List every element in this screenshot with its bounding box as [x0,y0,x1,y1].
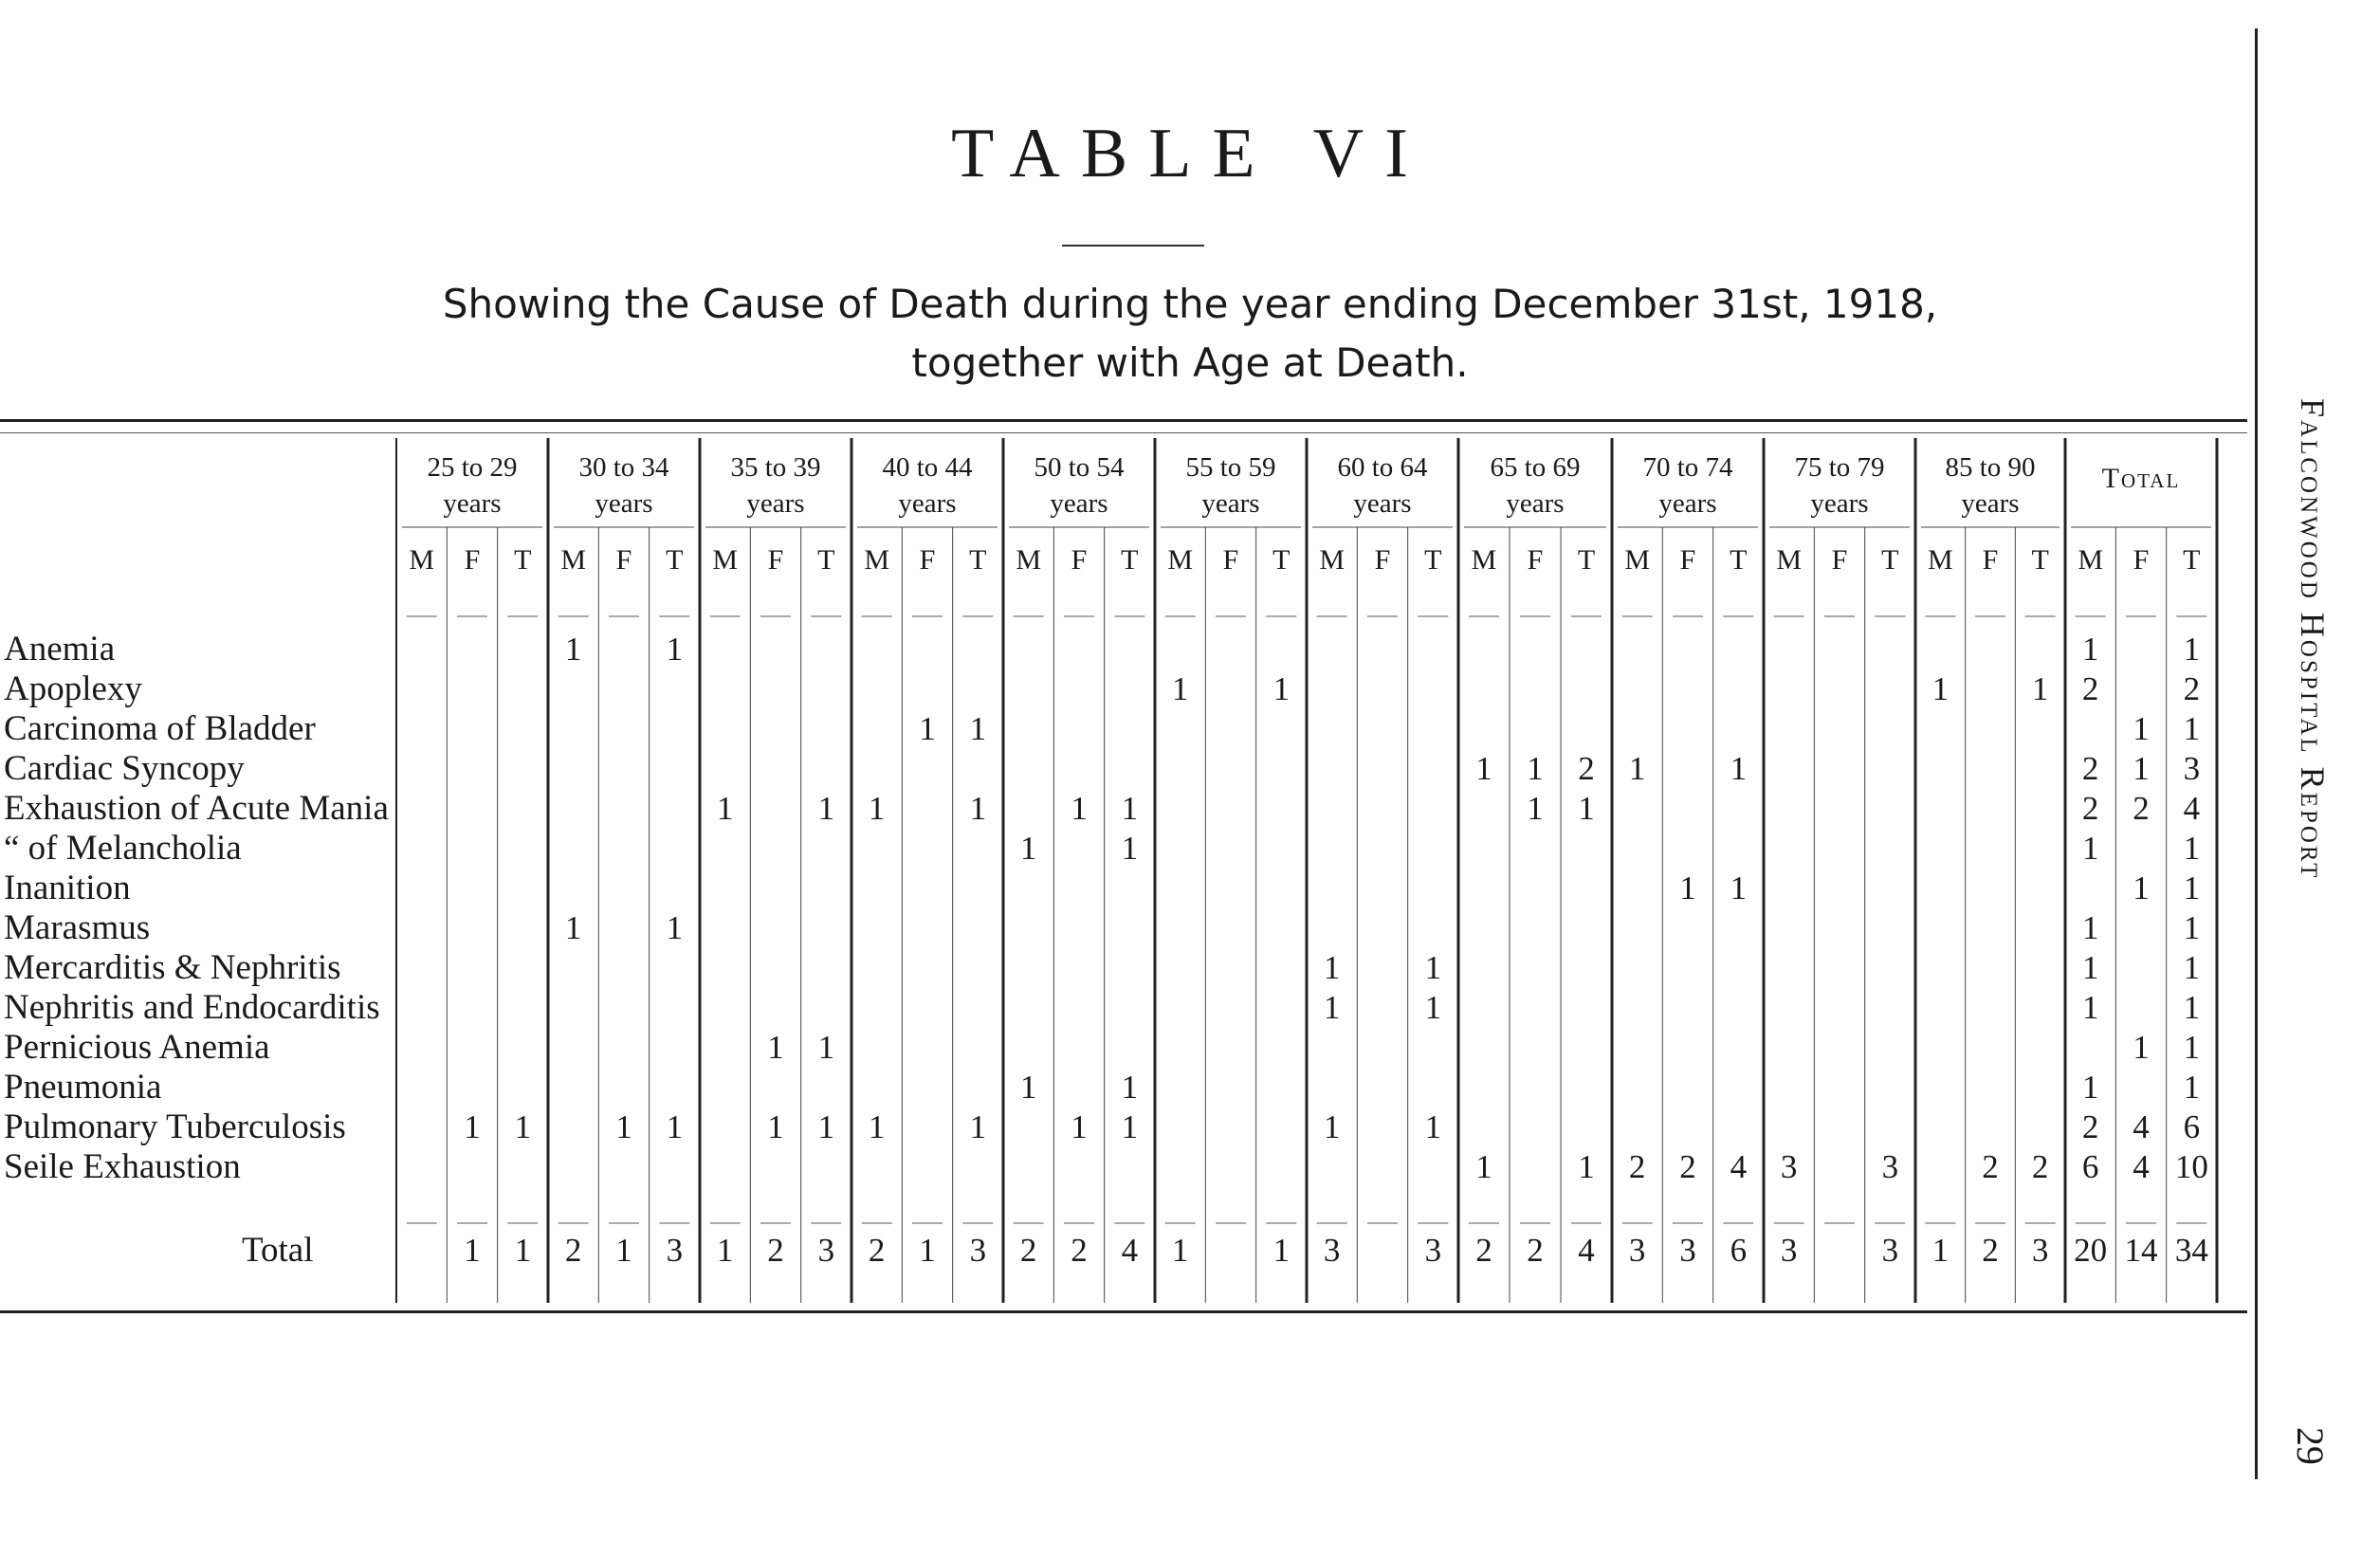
count-cell: 2 [2183,670,2201,707]
sub-header-m: M [1927,544,1953,576]
total-count-cell: 2 [1982,1232,1999,1269]
total-count-cell: 1 [1171,1232,1189,1269]
count-cell: 1 [767,1108,784,1145]
count-cell: 3 [1881,1148,1899,1185]
total-count-cell: 3 [2031,1232,2049,1269]
total-count-cell: 1 [514,1232,532,1269]
cause-label: Seile Exhaustion [4,1147,241,1186]
count-cell: 1 [1931,670,1950,707]
total-count-cell: 3 [969,1232,987,1269]
count-cell: 4 [2183,790,2201,827]
sub-header-f: F [2133,544,2150,576]
sub-header-m: M [560,544,587,576]
total-count-cell: 2 [1019,1232,1037,1269]
age-group-header-line1: 40 to 44 [882,452,973,483]
count-cell: 2 [1982,1148,1999,1185]
age-group-header-line1: 55 to 59 [1185,452,1276,483]
count-cell: 1 [1121,1069,1139,1106]
sub-header-m: M [1167,544,1194,576]
count-cell: 1 [1323,1108,1341,1145]
total-count-cell: 3 [1628,1232,1646,1269]
total-count-cell: 3 [666,1232,684,1269]
count-cell: 2 [2081,1108,2099,1145]
total-count-cell: 2 [564,1232,582,1269]
cause-label: Pernicious Anemia [4,1028,270,1067]
cause-label: Inanition [4,869,131,907]
sub-header-t: T [2183,544,2201,576]
total-count-cell: 20 [2074,1232,2108,1269]
count-cell: 1 [1475,1148,1492,1185]
count-cell: 3 [1780,1148,1798,1185]
page-number: 29 [2289,1427,2332,1465]
count-cell: 1 [514,1108,532,1145]
cause-label: Cardiac Syncopy [4,749,245,788]
count-cell: 1 [817,790,835,827]
count-cell: 1 [1424,989,1442,1026]
sub-header-f: F [1071,544,1088,576]
count-cell: 1 [1272,670,1291,707]
count-cell: 1 [2183,949,2201,986]
total-count-cell: 3 [1679,1232,1696,1269]
total-count-cell: 4 [1121,1232,1139,1269]
age-group-header-line1: 85 to 90 [1945,452,2036,483]
count-cell: 1 [1578,1148,1595,1185]
count-cell: 1 [1475,750,1492,787]
age-group-header-line2: years [1353,488,1412,519]
age-group-header-line1: 25 to 29 [427,452,518,483]
count-cell: 3 [2183,750,2201,787]
total-count-cell: 3 [1323,1232,1341,1269]
running-head: Falconwood Hospital Report [2294,398,2332,881]
cause-label: Nephritis and Endocarditis [4,988,380,1027]
sub-header-t: T [817,544,835,576]
count-cell: 1 [2183,1029,2201,1066]
age-group-header-line1: 60 to 64 [1337,452,1428,483]
age-group-header-line2: years [443,488,502,519]
sub-header-m: M [1016,544,1042,576]
sub-header-t: T [969,544,987,576]
count-cell: 1 [2133,710,2150,747]
sub-header-m: M [2078,544,2104,576]
count-cell: 1 [1424,1108,1442,1145]
count-cell: 1 [969,790,987,827]
count-cell: 1 [2081,830,2099,867]
count-cell: 1 [2031,670,2049,707]
count-cell: 1 [1071,790,1088,827]
count-cell: 2 [1628,1148,1646,1185]
count-cell: 1 [1578,790,1595,827]
age-group-header-line2: years [1201,488,1260,519]
count-cell: 1 [615,1108,632,1145]
age-group-header-line1: 75 to 79 [1794,452,1885,483]
count-cell: 1 [1323,989,1341,1026]
count-cell: 1 [2183,631,2201,668]
sub-header-m: M [1624,544,1651,576]
total-count-cell: 34 [2174,1232,2208,1269]
age-group-header-line1: 65 to 69 [1490,452,1581,483]
age-group-header-line2: years [1658,488,1717,519]
sub-header-m: M [1776,544,1803,576]
cause-label: Pulmonary Tuberculosis [4,1108,346,1146]
count-cell: 1 [716,790,734,827]
sub-header-m: M [409,544,435,576]
sub-header-f: F [464,544,481,576]
total-count-cell: 2 [767,1232,784,1269]
count-cell: 10 [2174,1148,2208,1185]
sub-header-t: T [1577,544,1596,576]
count-cell: 1 [2133,870,2150,906]
subtitle-line-1: Showing the Cause of Death during the year ending December 31st, 1918, [442,281,1938,327]
total-count-cell: 3 [817,1232,835,1269]
count-cell: 6 [2183,1108,2201,1145]
count-cell: 1 [2183,909,2201,946]
count-cell: 4 [1730,1148,1748,1185]
total-count-cell: 2 [1071,1232,1088,1269]
count-cell: 2 [2081,750,2099,787]
sub-header-t: T [1881,544,1899,576]
sub-header-f: F [615,544,632,576]
count-cell: 1 [1730,870,1748,906]
count-cell: 2 [2031,1148,2049,1185]
total-count-cell: 6 [1730,1232,1748,1269]
age-group-header-line2: years [746,488,805,519]
sub-header-t: T [1121,544,1139,576]
count-cell: 1 [666,1108,684,1145]
total-count-cell: 1 [1931,1232,1950,1269]
count-cell: 1 [2081,949,2099,986]
sub-header-f: F [1679,544,1696,576]
count-cell: 1 [2081,631,2099,668]
sub-header-t: T [2031,544,2049,576]
table-title: TABLE VI [951,115,1429,192]
count-cell: 1 [1679,870,1696,906]
sub-header-t: T [1424,544,1442,576]
count-cell: 2 [1679,1148,1696,1185]
age-group-header-line2: years [595,488,653,519]
count-cell: 1 [1019,1069,1037,1106]
count-cell: 1 [2133,750,2150,787]
sub-header-f: F [1982,544,1999,576]
cause-label: Exhaustion of Acute Mania [4,789,389,828]
total-count-cell: 2 [1527,1232,1544,1269]
age-group-header-line2: years [898,488,957,519]
count-cell: 1 [1121,790,1139,827]
count-cell: 2 [2081,790,2099,827]
sub-header-t: T [666,544,684,576]
count-cell: 6 [2081,1148,2099,1185]
sub-header-f: F [767,544,784,576]
total-count-cell: 3 [1780,1232,1798,1269]
total-count-cell: 2 [1475,1232,1492,1269]
sub-header-m: M [712,544,739,576]
count-cell: 1 [1071,1108,1088,1145]
count-cell: 2 [1578,750,1595,787]
cause-label: Pneumonia [4,1068,162,1107]
age-group-header-line1: 30 to 34 [578,452,669,483]
subtitle-line-2: together with Age at Death. [911,339,1469,386]
count-cell: 1 [2183,830,2201,867]
count-cell: 1 [767,1029,784,1066]
cause-label: Mercarditis & Nephritis [4,948,341,987]
total-count-cell: 1 [919,1232,936,1269]
count-cell: 1 [2081,1069,2099,1106]
count-cell: 1 [919,710,936,747]
count-cell: 1 [868,790,886,827]
age-group-header-line2: years [1810,488,1869,519]
age-group-header-line1: 35 to 39 [730,452,821,483]
count-cell: 1 [2081,989,2099,1026]
count-cell: 1 [564,631,582,668]
total-count-cell: 4 [1578,1232,1595,1269]
age-group-header-line2: years [1050,488,1108,519]
count-cell: 2 [2081,670,2099,707]
sub-header-t: T [1730,544,1748,576]
sub-header-t: T [514,544,532,576]
count-cell: 1 [969,710,987,747]
total-group-header: Total [2101,463,2181,494]
count-cell: 1 [2133,1029,2150,1066]
age-group-header-line1: 70 to 74 [1642,452,1733,483]
count-cell: 1 [666,909,684,946]
count-cell: 1 [868,1108,886,1145]
count-cell: 1 [969,1108,987,1145]
count-cell: 1 [2183,1069,2201,1106]
sub-header-m: M [864,544,890,576]
count-cell: 1 [2183,989,2201,1026]
age-group-header-line2: years [1506,488,1565,519]
total-count-cell: 1 [716,1232,734,1269]
total-count-cell: 1 [1272,1232,1291,1269]
total-count-cell: 3 [1424,1232,1442,1269]
cause-label: Carcinoma of Bladder [4,709,316,748]
count-cell: 1 [666,631,684,668]
sub-header-m: M [1319,544,1346,576]
count-cell: 4 [2133,1148,2150,1185]
count-cell: 1 [1628,750,1646,787]
count-cell: 1 [564,909,582,946]
count-cell: 1 [817,1108,835,1145]
total-row-label: Total [242,1231,314,1270]
count-cell: 1 [817,1029,835,1066]
count-cell: 1 [2183,870,2201,906]
total-count-cell: 1 [615,1232,632,1269]
age-group-header-line2: years [1961,488,2020,519]
age-group-header-line1: 50 to 54 [1034,452,1125,483]
count-cell: 1 [1121,1108,1139,1145]
cause-label: Marasmus [4,908,151,947]
count-cell: 1 [1121,830,1139,867]
sub-header-f: F [1527,544,1544,576]
count-cell: 1 [1171,670,1189,707]
cause-label: Apoplexy [4,669,142,708]
count-cell: 1 [1424,949,1442,986]
count-cell: 1 [2183,710,2201,747]
count-cell: 1 [1019,830,1037,867]
cause-label: “ of Melancholia [4,829,242,868]
count-cell: 1 [1730,750,1748,787]
sub-header-f: F [919,544,936,576]
total-count-cell: 3 [1881,1232,1899,1269]
sub-header-f: F [1222,544,1239,576]
total-count-cell: 14 [2124,1232,2158,1269]
sub-header-f: F [1831,544,1848,576]
count-cell: 1 [464,1108,481,1145]
count-cell: 1 [1527,790,1544,827]
sub-header-f: F [1374,544,1391,576]
count-cell: 1 [1323,949,1341,986]
count-cell: 4 [2133,1108,2150,1145]
total-count-cell: 2 [868,1232,886,1269]
cause-label: Anemia [4,630,116,668]
sub-header-t: T [1272,544,1291,576]
sub-header-m: M [1471,544,1497,576]
count-cell: 2 [2133,790,2150,827]
total-count-cell: 1 [464,1232,481,1269]
count-cell: 1 [1527,750,1544,787]
count-cell: 1 [2081,909,2099,946]
